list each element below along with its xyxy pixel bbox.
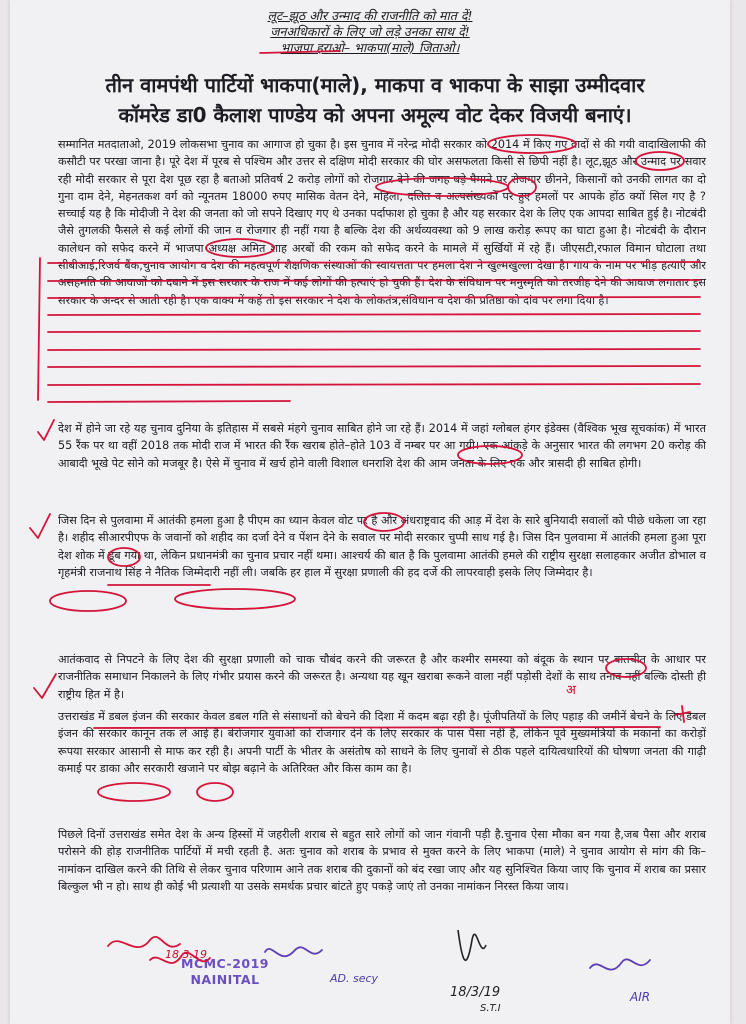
circle-mark bbox=[508, 178, 536, 196]
underline-mark bbox=[48, 401, 290, 402]
handwritten-signature-black bbox=[458, 930, 486, 960]
adsecy-annotation: AD. secy bbox=[330, 972, 379, 985]
underline-mark bbox=[48, 262, 700, 263]
paragraph-3: जिस दिन से पुलवामा में आतंकी हमला हुआ है पीएम का ध्यान केवल वोट पर है और अंधराष्ट्रवाद की आड़ में देश के सारे बुनियादी सवालों को पीछे धकेला जा रहा है। शहीद सीआरपीएफ के जवानों को शहीद का दर्जा देने व पेंशन देने के सवाल पर मोदी सरकार चुप्पी साध गई है। जिस दिन पुलवामा में आतंकी हमला हुआ पूरा देश शोक में डूब गया था, लेकिन प्रधानमंत्री का चुनाव प्रचार नहीं थमा। आश्चर्य की बात है कि पुलवामा आतंकी हमले की राष्ट्रीय सुरक्षा सलाहकार अजीत डोभाल व गृहमंत्री राजनाथ सिंह ने नैतिक जिम्मेदारी नहीं ली। जबकि हर हाल में सुरक्षा प्रणाली की हद दर्जे की लापरवाही इसके लिए जिम्मेदार है। bbox=[58, 514, 706, 579]
circle-mark bbox=[175, 589, 295, 609]
circle-mark bbox=[364, 513, 404, 531]
circle-mark bbox=[108, 548, 140, 566]
underline-mark bbox=[48, 366, 700, 367]
paragraph-1: सम्मानित मतदाताओ, 2019 लोकसभा चुनाव का आगाज हो चुका है। इस चुनाव में नरेन्द्र मोदी सरकार को 2014 में किए गए वादों से की गयी वादाखिलाफी की कसौटी पर परखा जाना है। पूरे देश में पूरब से पश्चिम और उत्तर से दक्षिण मोदी सरकार की घोर असफलता किसी से छिपी नहीं है। लूट,झूठ और उन्माद पर सवार रही मोदी सरकार से पूरा देश पूछ रहा है बताओ प्रतिवर्ष 2 करोड़ लोगों को रोजगार देने की जगह बड़े पैमाने पर रोजगार छीनने, किसानों को उनकी लागत का दो गुना दाम देने, मेहनतकश वर्ग को न्यूनतम 18000 रुपए मासिक वेतन देने, महिला, दलित व अल्पसंख्यकों पर हुए हमलों पर आपके होंठ क्यों सिल गए है ? सच्चाई यह है कि मोदीजी ने देश की जनता को जो सपने दिखाए गए थे उनका पर्दाफाश हो चुका है और यह सरकार देश के लिए एक आपदा साबित हुई है। नोटबंदी जैसे तुगलकी फैसले से कई लोगों की जान व रोजगार ही नहीं गया है बल्कि देश की अर्थव्यवस्था को 9 लाख करोड़ रूपए का घाटा हुआ है। नोटबंदी के दौरान कालेधन को सफेद करने में भाजपा अध्यक्ष अमित शाह अरबों की रकम को सफेद करने के मामले में सुर्खियों में रहे हैं। जीएसटी,रफाल विमान घोटाला तथा सीबीआई,रिजर्व बैंक,चुनाव आयोग व देश की महत्वपूर्ण शैक्षणिक संस्थाओं की स्वायत्तता पर हमला देश ने खुल्मखुल्ला देखा है। गाय के नाम पर भीड़ हत्याएँ और असहमति की आवाजों को दबाने में इस सरकार के राज में कई लोगों की हत्याएं हो चुकी हैं। देश के संविधान पर मनुस्मृति को तरजीह देने की आवाज लगातार इस सरकार के अन्दर से आती रही है। एक वाक्य में कहें तो इस सरकार ने देश के लोकतंत्र,संविधान व देश की प्रतिष्ठा को दांव पर लगा दिया है। bbox=[58, 138, 706, 307]
pen-markings bbox=[10, 0, 730, 1024]
handwritten-signature-red-2 bbox=[150, 953, 210, 963]
heading-line-1: तीन वामपंथी पार्टियों भाकपा(माले), माकपा व भाकपा के साझा उम्मीदवार bbox=[105, 73, 645, 97]
date-annotation-2: 18/3/19 bbox=[450, 985, 501, 1000]
sti-annotation: S.T.I bbox=[480, 1003, 501, 1014]
air-annotation: AIR bbox=[630, 990, 651, 1004]
heading-line-2: कॉमरेड डा0 कैलाश पाण्डेय को अपना अमूल्य वोट देकर विजयी बनाएं। bbox=[118, 103, 632, 127]
circle-mark bbox=[98, 783, 170, 801]
margin-mark: अ bbox=[566, 683, 576, 698]
circle-mark bbox=[488, 135, 576, 153]
underline-mark bbox=[48, 280, 700, 281]
underline-mark bbox=[48, 314, 700, 315]
slogan-line-3: भाजपा हराओ– भाकपा(माले) जिताओ। bbox=[280, 40, 460, 55]
underline-mark bbox=[48, 331, 700, 332]
handwritten-signature-red bbox=[108, 937, 180, 947]
handwritten-signature-blue bbox=[265, 947, 322, 956]
circle-mark bbox=[458, 446, 522, 464]
paragraph-2: देश में होने जा रहे यह चुनाव दुनिया के इतिहास में सबसे मंहगे चुनाव साबित होने जा रहे हैं। 2014 में जहां ग्लोबल हंगर इंडेक्स (वैश्विक भूख सूचकांक) में भारत 55 रैंक पर था वहीं 2018 तक मोदी राज में भारत की रैंक खराब होते–होते 103 वें नम्बर पर आ गयी। एक आंकड़े के अनुसार भारत की लगभग 20 करोड़ की आबादी भूखे पेट सोने को मजबूर है। ऐसे में चुनाव में खर्च होने वाली विशाल धनराशि देश की आम जनता के लिए एक और त्रासदी ही साबित होगी। bbox=[58, 422, 706, 470]
circle-mark bbox=[636, 152, 684, 170]
paragraph-6: पिछले दिनों उत्तराखंड समेत देश के अन्य हिस्सों में जहरीली शराब से बहुत सारे लोगों को जान गंवानी पड़ी है.चुनाव ऐसा मौका बन गया है,जब पैसा और शराब परोसने की होड़ राजनीतिक पार्टियों में मची रहती है. अतः चुनाव को शराब के प्रभाव से मुक्त करने के लिए भाकपा (माले) ने चुनाव आयोग से मांग की कि– नामांकन दाखिल करने की तिथि से लेकर चुनाव परिणाम आने तक शराब की दुकानों को बंद रखा जाए और यह सुनिश्चित किया जाए कि चुनाव में शराब का प्रसार बिल्कुल भी न हो। साथ ही कोई भी प्रत्याशी या उसके समर्थक प्रचार बांटते हुए पकड़े जाएं तो उनका नामांकन निरस्त किया जाय। bbox=[58, 828, 706, 893]
underline-mark bbox=[94, 727, 660, 728]
tick-mark bbox=[38, 420, 54, 440]
slogan-line-1: लूट–झूठ और उन्माद की राजनीति को मात दें! bbox=[267, 8, 473, 23]
handwritten-signature-blue-2 bbox=[590, 959, 650, 969]
stamp-line-1: MCMC-2019 bbox=[181, 956, 269, 971]
slogan-strike-mark bbox=[260, 51, 340, 53]
circle-mark bbox=[376, 178, 508, 196]
paragraph-5: उत्तराखंड में डबल इंजन की सरकार केवल डबल गति से संसाधनों को बेचने की दिशा में कदम बढ़ा रही है। पूंजीपतियों के लिए पहाड़ की जमीनें बेचने के लिए डबल इंजन की सरकार कानून तक ले आई है। बेरोजगार युवाओं को रोजगार देने के लिए सरकार के पास पैसा नहीं है, लेकिन पूर्व मुख्यमंत्रियों के मकानों का करोड़ों रूपया सरकार आसानी से माफ कर रही है। अपनी पार्टी के भीतर के असंतोष को साधने के लिए चुनावों से ठीक पहले दायित्वधारियों की घोषणा जनता की गाढ़ी कमाई पर डाका और सरकारी खजाने पर बोझ बढ़ाने के अतिरिक्त और किस काम का है। bbox=[58, 710, 706, 775]
date-annotation-1: 18.3.19 bbox=[165, 948, 207, 961]
stamp-line-2: NAINITAL bbox=[190, 972, 260, 987]
slogan-line-2: जनअधिकारों के लिए जो लड़े उनका साथ दें! bbox=[270, 24, 470, 39]
circle-mark bbox=[206, 239, 274, 257]
underline-mark bbox=[48, 297, 700, 298]
paragraph-4: आतंकवाद से निपटने के लिए देश की सुरक्षा प्रणाली को चाक चौबंद करने की जरूरत है और कश्मीर समस्या को बंदूक के स्थान पर बातचीत के आधार पर राजनीतिक समाधान निकालने के लिए गंभीर प्रयास करने की जरूरत है। अन्यथा यह खून खराबा रूकने वाला नहीं पड़ोसी देशों के साथ तनाव नहीं बल्कि दोस्ती ही राष्ट्रीय हित में है। bbox=[58, 653, 706, 701]
margin-asterisk-mark bbox=[675, 706, 690, 722]
circle-mark bbox=[50, 591, 126, 611]
underline-mark bbox=[48, 384, 700, 385]
document-page bbox=[10, 0, 730, 1024]
tick-mark bbox=[34, 674, 56, 698]
bracket-mark bbox=[38, 258, 40, 400]
circle-mark bbox=[197, 783, 233, 801]
tick-mark bbox=[30, 514, 50, 538]
underline-mark bbox=[48, 349, 700, 350]
circle-mark bbox=[606, 659, 646, 677]
